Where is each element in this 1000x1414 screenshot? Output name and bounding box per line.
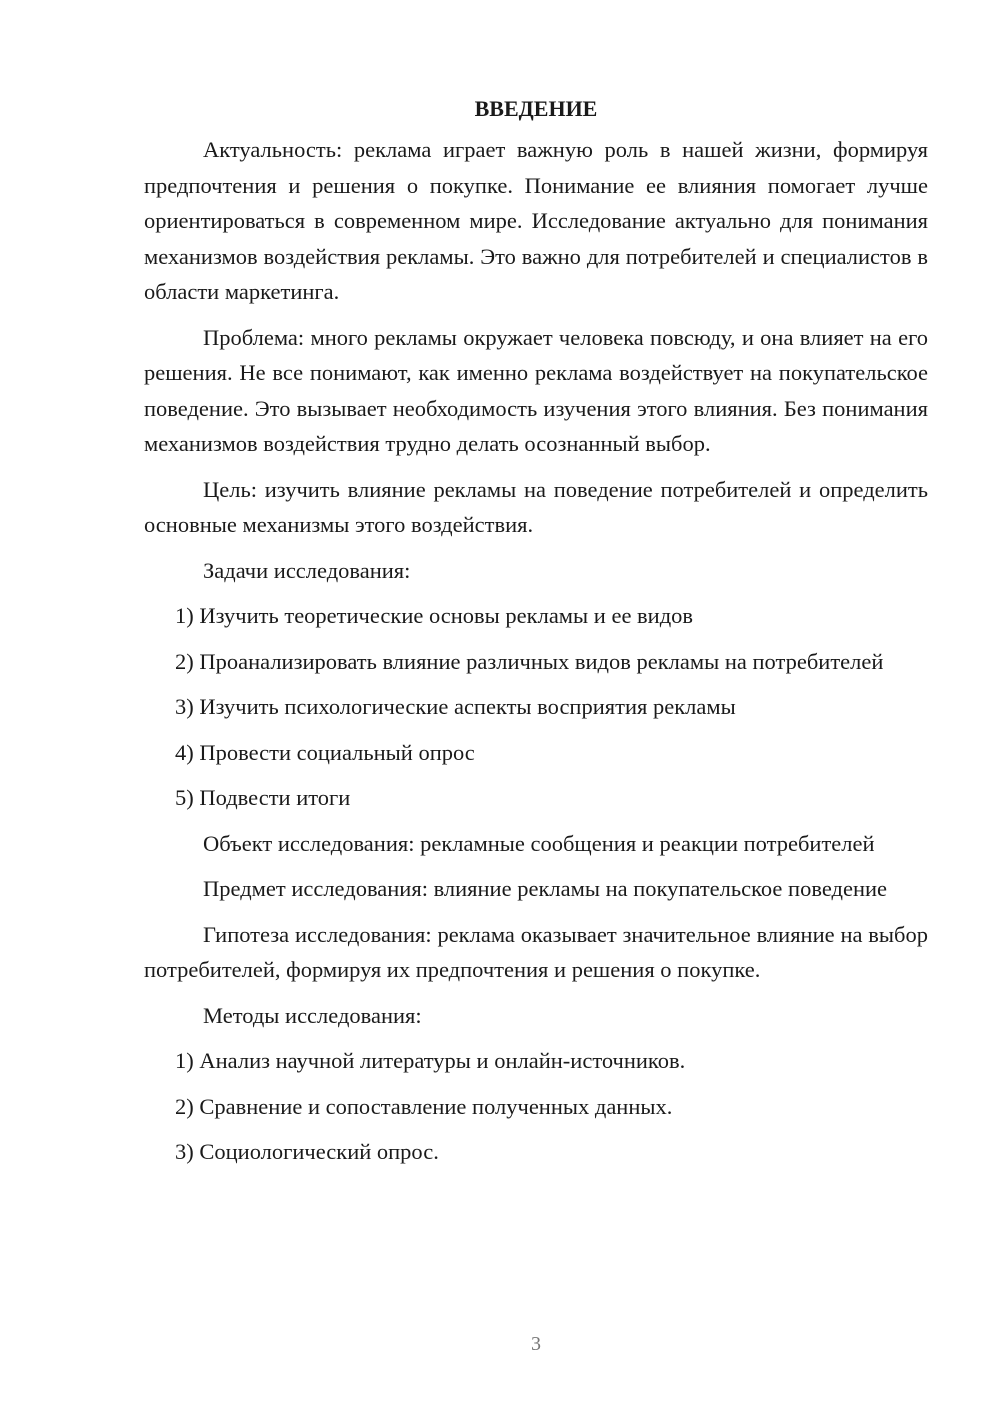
- page-content: [144, 90, 928, 1180]
- hypothesis-paragraph: Гипотеза исследования: реклама оказывает значительное влияние на выбор потребителей, формируя их предпочтения и решения о покупке.: [144, 921, 928, 982]
- problem-paragraph: Проблема: много рекламы окружает человека повсюду, и она влияет на его решения. Не все понимают, как именно реклама воздействует на покупательское поведение. Это вызывает необходимость изучения этого влияния. Без понимания механизмов воздействия трудно делать осознанный выбор.: [144, 324, 928, 456]
- goal-paragraph: Цель: изучить влияние рекламы на поведение потребителей и определить основные механизмы этого воздействия.: [144, 476, 928, 537]
- tasks-heading: Задачи исследования:: [203, 557, 411, 583]
- task-item-3: 3) Изучить психологические аспекты восприятия рекламы: [175, 694, 736, 719]
- object-paragraph: Объект исследования: рекламные сообщения и реакции потребителей: [203, 830, 875, 856]
- page-number: 3: [531, 1333, 541, 1355]
- task-item-4: 4) Провести социальный опрос: [175, 739, 475, 765]
- method-item-1: 1) Анализ научной литературы и онлайн-источников.: [175, 1048, 686, 1073]
- methods-heading: Методы исследования:: [203, 1002, 422, 1028]
- relevance-paragraph: Актуальность: реклама играет важную роль в нашей жизни, формируя предпочтения и решения о покупке. Понимание ее влияния помогает лучше ориентироваться в современном мире. Исследование актуально для понимания механизмов воздействия рекламы. Это важно для потребителей и специалистов в области маркетинга.: [144, 137, 928, 304]
- method-item-2: 2) Сравнение и сопоставление полученных данных.: [175, 1093, 673, 1119]
- method-item-3: 3) Социологический опрос.: [175, 1139, 439, 1164]
- subject-paragraph: Предмет исследования: влияние рекламы на покупательское поведение: [203, 876, 888, 901]
- task-item-2: 2) Проанализировать влияние различных видов рекламы на потребителей: [175, 648, 884, 674]
- task-item-1: 1) Изучить теоретические основы рекламы и ее видов: [175, 603, 694, 628]
- task-item-5: 5) Подвести итоги: [175, 785, 351, 810]
- section-title: ВВЕДЕНИЕ: [474, 96, 598, 121]
